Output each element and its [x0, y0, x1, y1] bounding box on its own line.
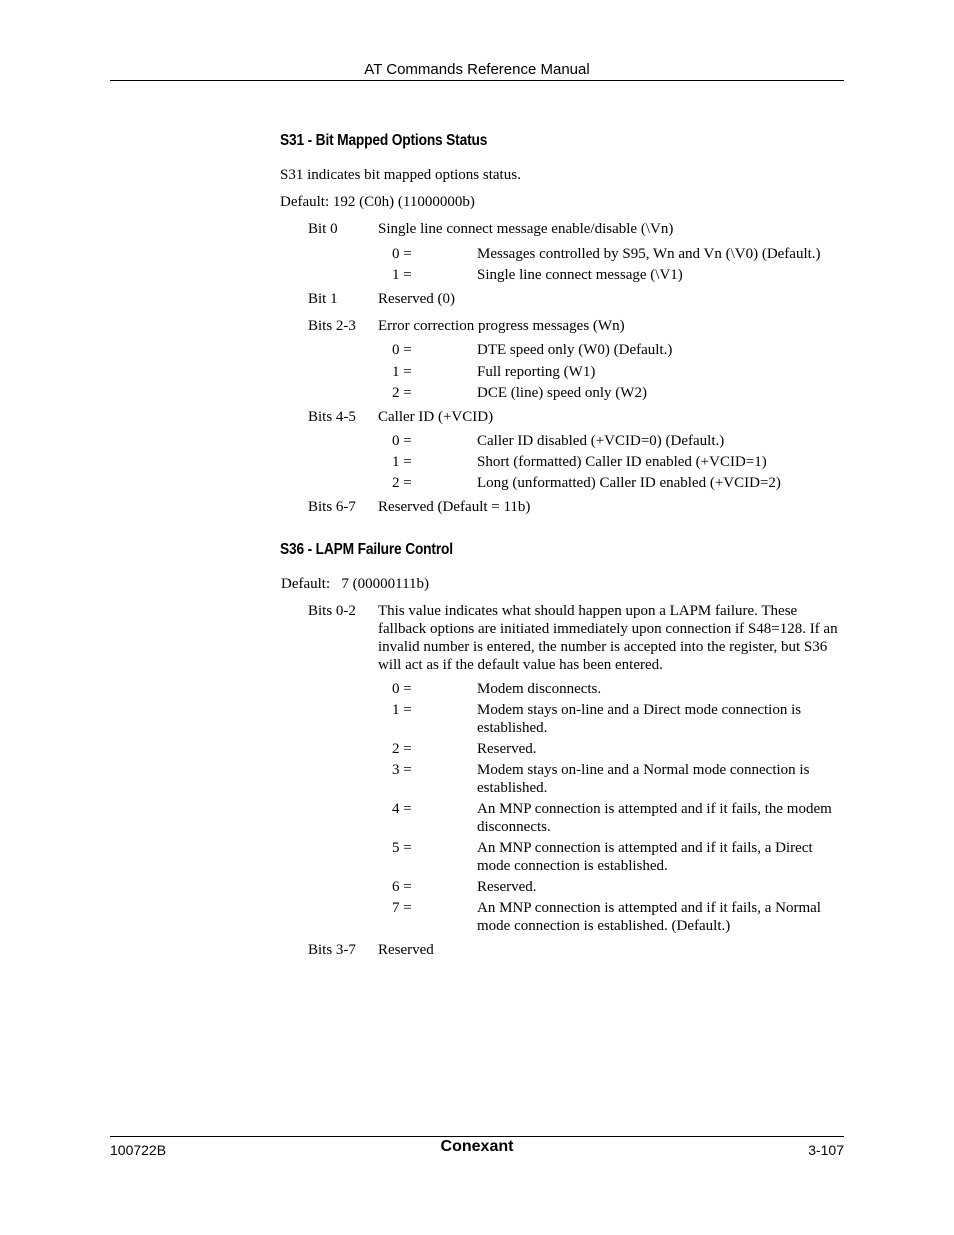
s31-bit0-opt0-value: Messages controlled by S95, Wn and Vn (\V0) (Default.): [477, 246, 821, 262]
s31-bits23-opt2-key: 2 =: [392, 385, 412, 401]
s31-bits23-opt2-value: DCE (line) speed only (W2): [477, 385, 647, 401]
s31-bits67-label: Bits 6-7: [308, 499, 356, 515]
s36-opt6-value: Reserved.: [477, 879, 537, 895]
s31-bit1-label: Bit 1: [308, 291, 338, 307]
s36-opt5-value: An MNP connection is attempted and if it fails, a Direct mode connection is established.: [477, 840, 813, 874]
s36-opt4-value: An MNP connection is attempted and if it fails, the modem disconnects.: [477, 801, 832, 835]
s31-bits45-opt0-value: Caller ID disabled (+VCID=0) (Default.): [477, 433, 725, 449]
s31-bit0-opt1-value: Single line connect message (\V1): [477, 267, 683, 283]
s31-bits23-opt1-key: 1 =: [392, 364, 412, 380]
s31-bit0-desc: Single line connect message enable/disable (\Vn): [378, 221, 674, 237]
s36-opt0-value: Modem disconnects.: [477, 681, 602, 697]
s31-bits45-opt1-key: 1 =: [392, 454, 412, 470]
footer-doc-number: 100722B: [110, 1142, 167, 1158]
s31-bits23-opt0-value: DTE speed only (W0) (Default.): [477, 342, 673, 358]
footer-page-number: 3-107: [808, 1142, 844, 1158]
s36-opt3-key: 3 =: [392, 762, 412, 778]
s36-bits37-label: Bits 3-7: [308, 942, 356, 958]
s31-bit1-desc: Reserved (0): [378, 291, 456, 307]
s31-bit0-label: Bit 0: [308, 221, 338, 237]
s36-bits37-desc: Reserved: [378, 942, 434, 958]
footer-rule: [110, 1136, 844, 1137]
s36-opt4-key: 4 =: [392, 801, 412, 817]
s31-heading: S31 - Bit Mapped Options Status: [280, 132, 488, 149]
s31-bits67-desc: Reserved (Default = 11b): [378, 499, 531, 515]
s36-bits02-label: Bits 0-2: [308, 603, 356, 619]
s31-bits45-desc: Caller ID (+VCID): [378, 409, 494, 425]
s36-opt2-value: Reserved.: [477, 741, 537, 757]
s31-bits23-opt1-value: Full reporting (W1): [477, 364, 596, 380]
footer-company: Conexant: [440, 1138, 514, 1155]
header-rule: [110, 80, 844, 81]
s36-opt2-key: 2 =: [392, 741, 412, 757]
s31-bits23-desc: Error correction progress messages (Wn): [378, 318, 625, 334]
s31-bits23-label: Bits 2-3: [308, 318, 356, 334]
s36-bits02-desc: This value indicates what should happen upon a LAPM failure. These fallback options are initiated immediately upon connection if S48=128. If an invalid number is entered, the number is accepted into the register, but S36 will act as if the default value has been entered.: [378, 603, 838, 673]
s36-opt1-key: 1 =: [392, 702, 412, 718]
s31-bit0-opt1-key: 1 =: [392, 267, 412, 283]
s31-default: Default: 192 (C0h) (11000000b): [280, 194, 475, 210]
s31-bit0-opt0-key: 0 =: [392, 246, 412, 262]
s31-bits45-opt2-key: 2 =: [392, 475, 412, 491]
s31-bits23-opt0-key: 0 =: [392, 342, 412, 358]
s31-bits45-opt0-key: 0 =: [392, 433, 412, 449]
s36-opt0-key: 0 =: [392, 681, 412, 697]
s31-bits45-opt1-value: Short (formatted) Caller ID enabled (+VCID=1): [477, 454, 767, 470]
s36-heading: S36 - LAPM Failure Control: [280, 541, 453, 558]
s36-opt7-key: 7 =: [392, 900, 412, 916]
s36-opt6-key: 6 =: [392, 879, 412, 895]
s36-default: Default: 7 (00000111b): [281, 576, 430, 592]
s36-opt5-key: 5 =: [392, 840, 412, 856]
s36-opt3-value: Modem stays on-line and a Normal mode connection is established.: [477, 762, 810, 796]
s31-bits45-label: Bits 4-5: [308, 409, 356, 425]
s31-bits45-opt2-value: Long (unformatted) Caller ID enabled (+VCID=2): [477, 475, 781, 491]
s36-opt1-value: Modem stays on-line and a Direct mode connection is established.: [477, 702, 802, 736]
running-header-title: AT Commands Reference Manual: [364, 61, 590, 78]
s31-intro: S31 indicates bit mapped options status.: [280, 167, 521, 183]
s36-opt7-value: An MNP connection is attempted and if it fails, a Normal mode connection is established. (Default.): [477, 900, 821, 934]
